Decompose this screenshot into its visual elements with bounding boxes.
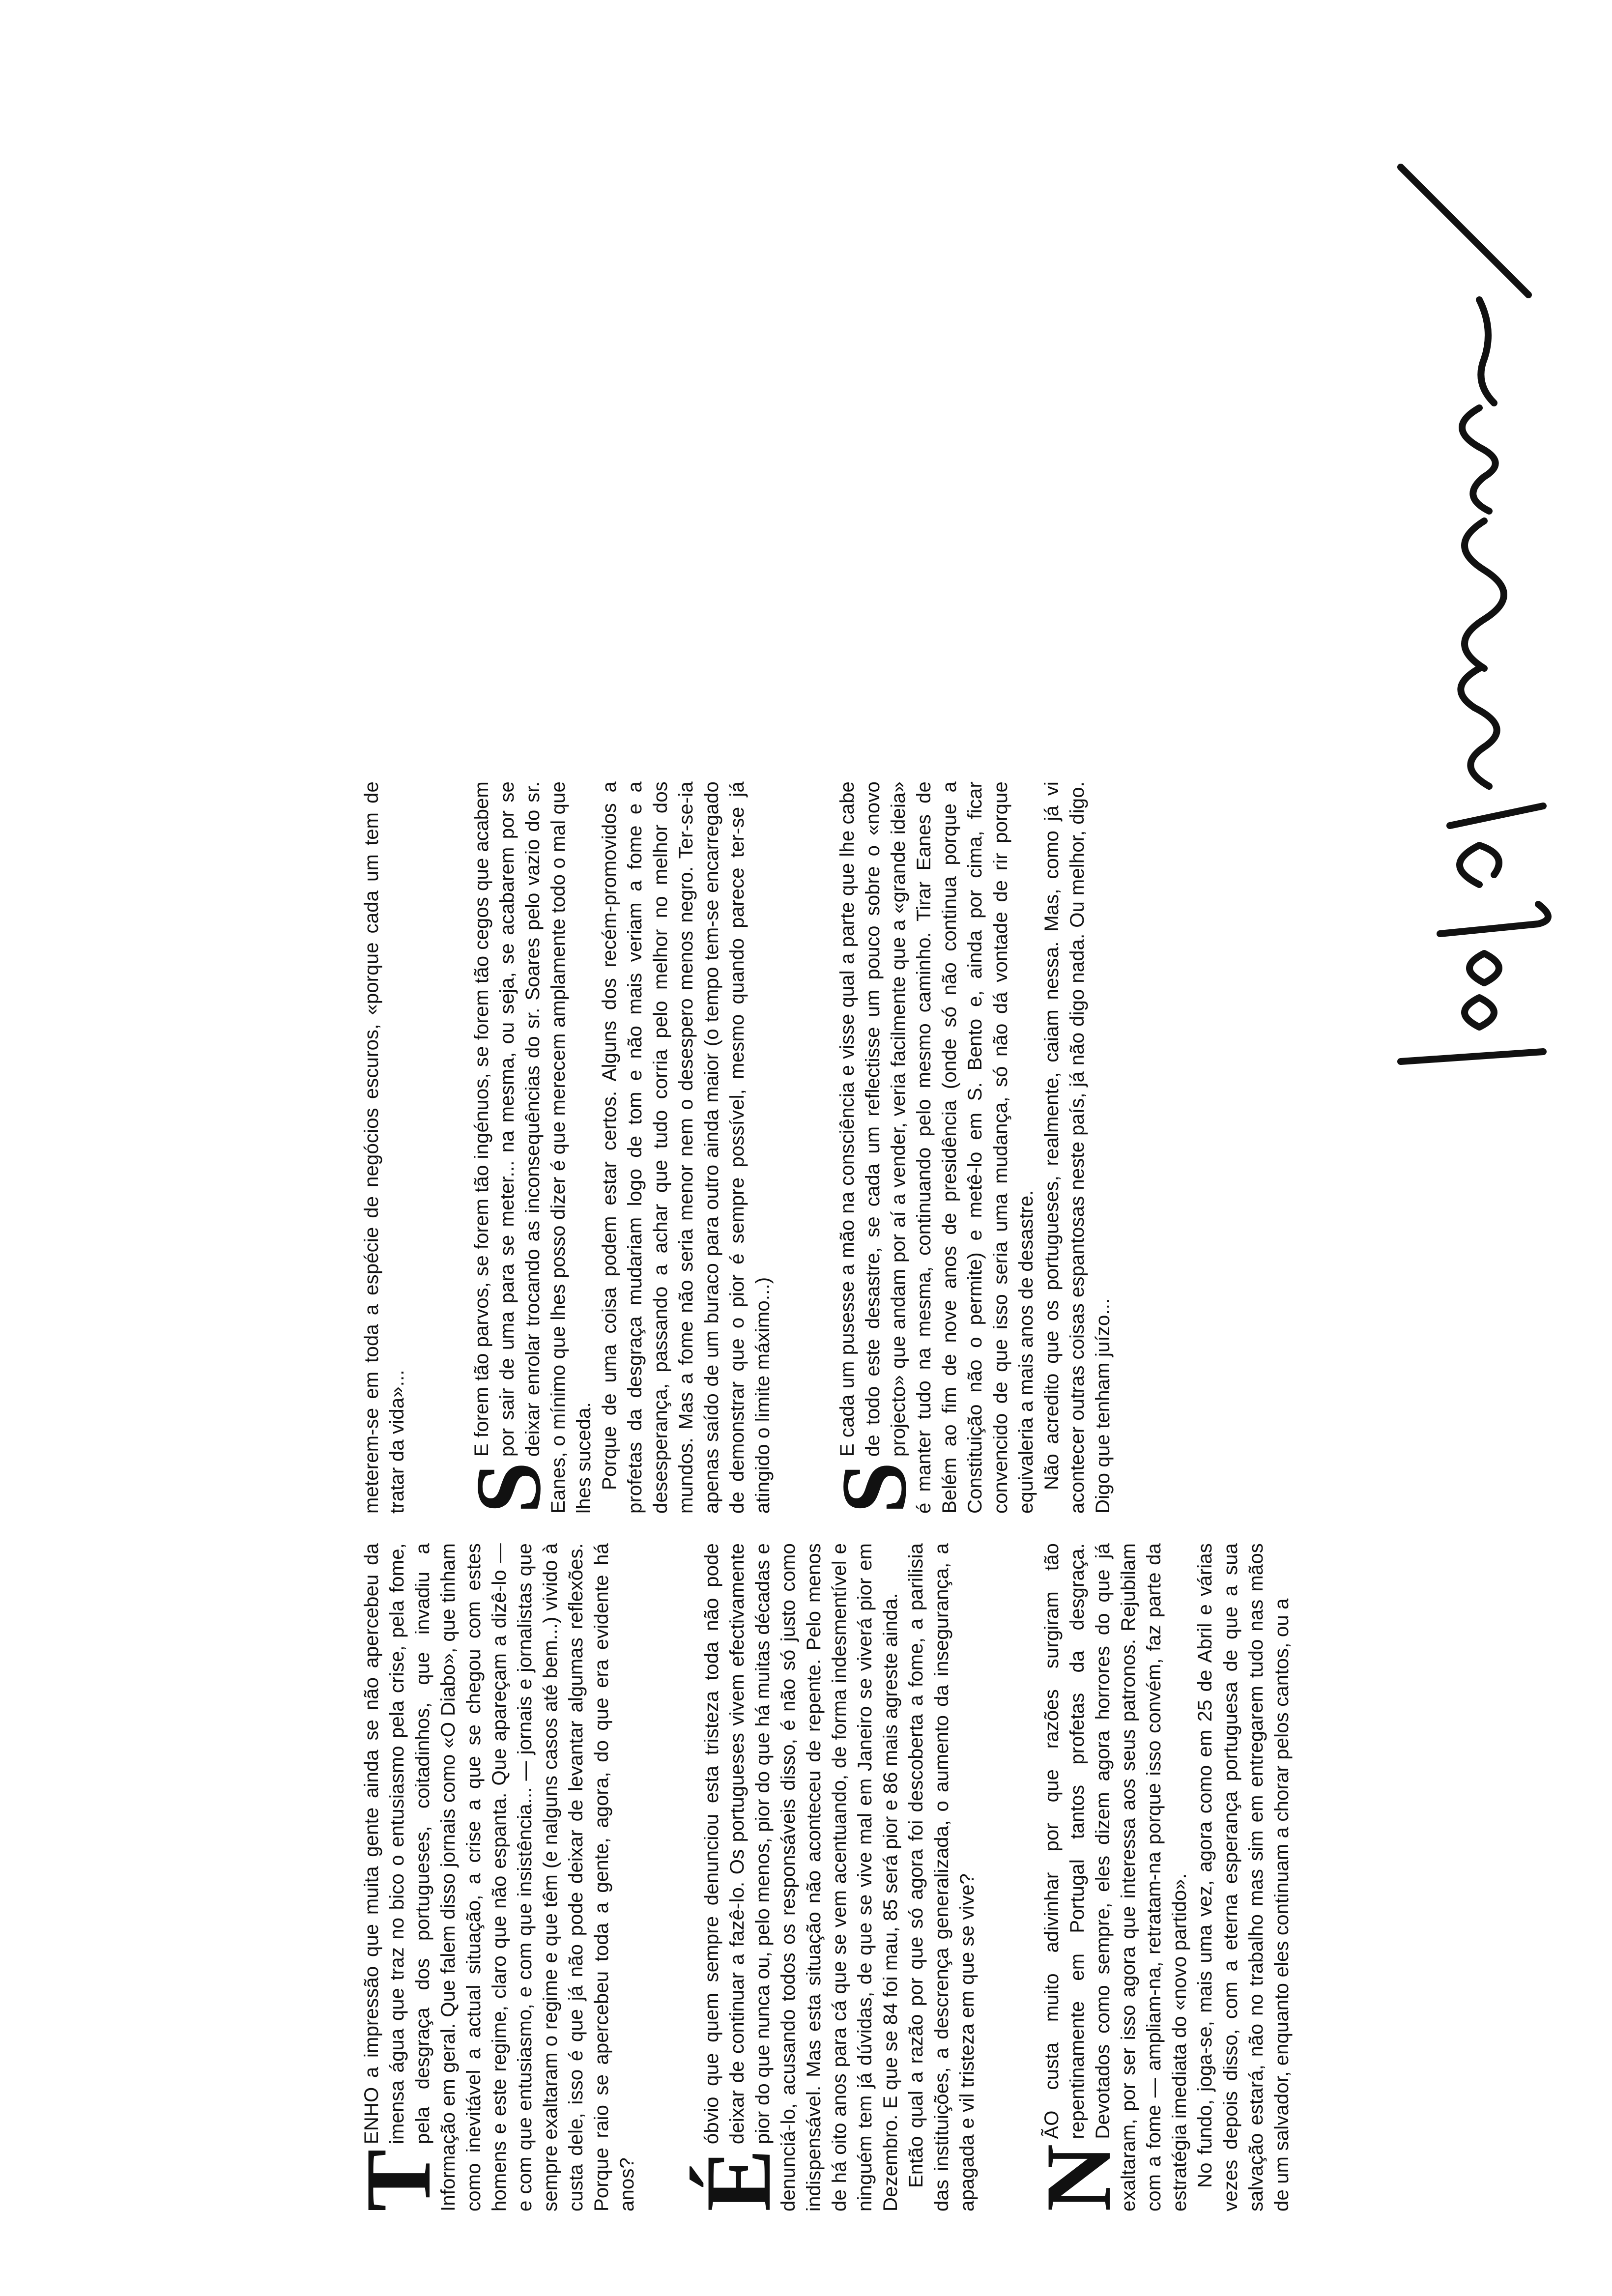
lead-word: E	[471, 1443, 492, 1457]
paragraph-text: Então qual a razão por que só agora foi descoberta a fome, a parilisia das instituições, a descrença generalizada, o aumento da insegurança, a apagada e vil tristeza em que se vive?	[905, 1543, 978, 2211]
paragraph-block-1	[347, 1543, 640, 2211]
paragraph-block-4	[359, 781, 410, 1514]
dropcap: S	[823, 1462, 926, 1514]
paragraph-block-2	[687, 1543, 980, 2211]
paragraph-text: forem tão parvos, se forem tão ingénuos, se forem tão cegos que acabem por sair de uma para se meter... na mesma, ou seja, se acabarem por se deixar enrolar trocando as inconsequências do sr. Soares pelo vazio do sr. Eanes, o mínimo que lhes posso dizer é que merecem amplamente todo o mal que lhes suceda.	[471, 781, 595, 1514]
paragraph-text: No fundo, joga-se, mais uma vez, agora como em 25 de Abril e várias vezes depois disso, com a eterna esperança portuguesa de que a sua salvação estará, não no trabalho mas sim em entregarem tudo nas mãos de um salvador, enquanto eles continuam a chorar pelos cantos, ou a	[1194, 1543, 1293, 2211]
lead-word: ENHO	[361, 2087, 382, 2145]
lead-word: E	[836, 1443, 858, 1457]
handwritten-signature	[1381, 147, 1568, 1081]
lead-word: ÃO	[1041, 2110, 1063, 2139]
column-right	[359, 781, 1175, 1514]
paragraph-text: meterem-se em toda a espécie de negócios escuros, «porque cada um tem de tratar da vida»...	[361, 781, 408, 1514]
dropcap: N	[1027, 2144, 1130, 2211]
paragraph-text: a impressão que muita gente ainda se não apercebeu da imensa água que traz no bico o entusiasmo pela crise, pela fome, pela desgraça dos portugueses, coitadinhos, que invadiu a Informação em geral. Que falem disso jornais como «O Diabo», que tinham como inevitável a actual situação, a crise a que se chegou com estes homens e este regime, claro que não espanta. Que apareçam a dizê-lo — e com que entusiasmo, e com que insistência... — jornais e jornalistas que sempre exaltaram o regime e que têm (e nalguns casos até bem...) vivido à custa dele, isso é que já não pode deixar de levantar algumas reflexões. Porque raio se apercebeu toda a gente, agora, do que era evidente há anos?	[361, 1543, 638, 2211]
column-left	[347, 1543, 1353, 2211]
dropcap: T	[347, 2149, 450, 2211]
paragraph-block-6	[823, 781, 1116, 1514]
paragraph-text: custa muito adivinhar por que razões surgiram tão repentinamente em Portugal tantos profetas da desgraça. Devotados como sempre, eles dizem agora horrores do que já exaltaram, por ser isso agora que interessa aos seus patronos. Rejubilam com a fome — ampliam-na, retratam-na porque isso convém, faz parte da estratégia imediata do «novo partido».	[1041, 1543, 1190, 2211]
dropcap: É	[687, 2149, 790, 2211]
paragraph-block-3	[1027, 1543, 1295, 2211]
paragraph-block-5	[457, 781, 776, 1514]
paragraph-text: óbvio que quem sempre denunciou esta tristeza toda não pode deixar de continuar a fazê-lo. Os portugueses vivem efectivamente pior do que nunca ou, pelo menos, pior do que há muitas décadas e denunciá-lo, acusando todos os responsáveis disso, é não só justo como indispensável. Mas esta situação não aconteceu de repente. Pelo menos de há oito anos para cá que se vem acentuando, de forma indesmentível e ninguém tem já dúvidas, de que se vive mal em Janeiro se viverá pior em Dezembro. E que se 84 foi mau, 85 será pior e 86 mais agreste ainda.	[701, 1543, 901, 2211]
paragraph-text: Porque de uma coisa podem estar certos. Alguns dos recém-promovidos a profetas da desgraça mudariam logo de tom e não mais veriam a fome e a desesperança, passando a achar que tudo corria pelo melhor no melhor dos mundos. Mas a fome não seria menor nem o desespero menos negro. Ter-se-ia apenas saído de um buraco para outro ainda maior (o tempo tem-se encarregado de demonstrar que o pior é sempre possível, mesmo quando parece ter-se já atingido o limite máximo...)	[599, 781, 774, 1514]
signature-drawing	[1381, 147, 1568, 1081]
dropcap: S	[457, 1462, 560, 1514]
paragraph-text: cada um pusesse a mão na consciência e visse qual a parte que lhe cabe de todo este desastre, se cada um reflectisse um pouco sobre o «novo projecto» que andam por aí a vender, veria facilmente que a «grande ideia» é manter tudo na mesma, continuando pelo mesmo caminho. Tirar Eanes de Belém ao fim de nove anos de presidência (onde só não continua porque a Constituição não o permite) e metê-lo em S. Bento e, ainda por cima, ficar convencido de que isso seria uma mudança, só não dá vontade de rir porque equivaleria a mais anos de desastre.	[836, 781, 1037, 1514]
rotated-article	[347, 98, 1612, 2211]
paragraph-text: Não acredito que os portugueses, realmente, caiam nessa. Mas, como já vi acontecer outras coisas espantosas neste país, já não digo nada. Ou melhor, digo. Digo que tenham juízo...	[1041, 781, 1114, 1514]
